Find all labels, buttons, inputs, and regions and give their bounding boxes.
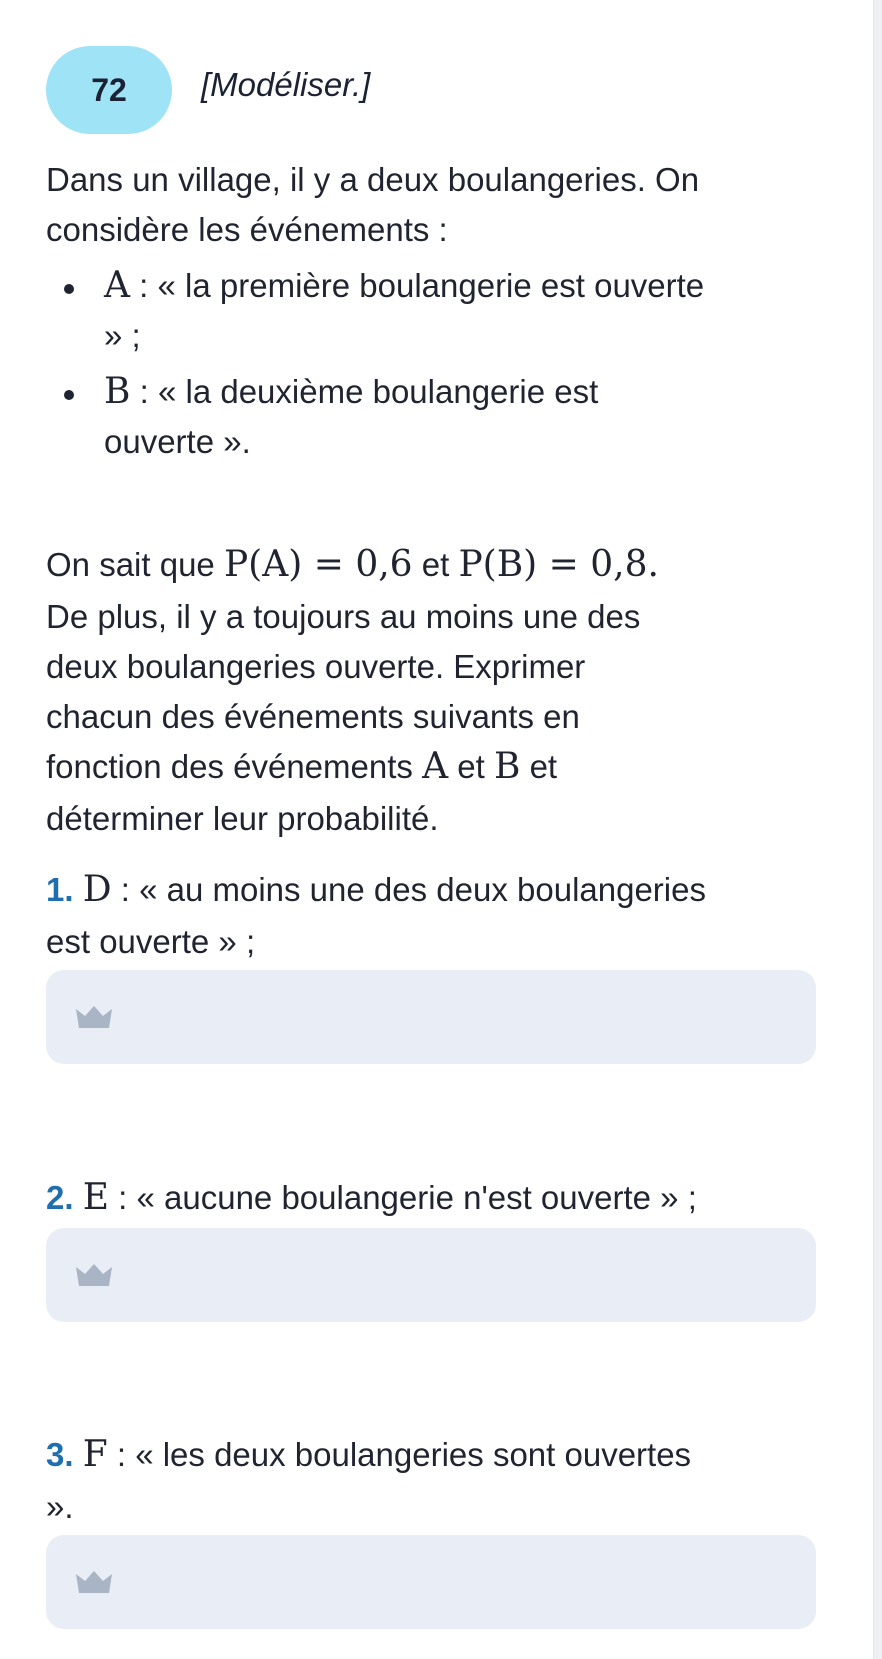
line5-a: A (422, 746, 449, 787)
line5-post: et (520, 748, 558, 785)
event-a-text: : « la première boulangerie est ouverte (130, 267, 705, 304)
question-1-letter: D (82, 869, 112, 910)
question-3-number: 3. (46, 1436, 74, 1473)
prob-a: P(A) = 0,6 (223, 544, 413, 585)
bullet-icon (64, 390, 74, 400)
event-b (104, 367, 824, 417)
statement-line-2: De plus, il y a toujours au moins une des (46, 598, 641, 635)
exercise-header (46, 46, 546, 134)
question-1 (46, 865, 826, 915)
crown-icon (76, 1571, 112, 1593)
prob-b: P(B) = 0,8. (458, 544, 659, 585)
event-b-letter: B (104, 371, 131, 412)
question-2-text: : « aucune boulangerie n'est ouverte » ; (108, 1179, 697, 1216)
intro-line-1: Dans un village, il y a deux boulangeries. On (46, 161, 700, 198)
event-b-text: : « la deuxième boulangerie est (130, 373, 599, 410)
exercise-number-badge: 72 (46, 46, 172, 134)
statement-line-1 (46, 540, 826, 590)
question-2-letter: E (82, 1177, 109, 1218)
line5-mid: et (448, 748, 494, 785)
question-3-cont: ». (46, 1488, 74, 1525)
question-1-cont: est ouverte » ; (46, 923, 256, 960)
question-1-text: : « au moins une des deux boulangeries (111, 871, 706, 908)
line5-pre: fonction des événements (46, 748, 423, 785)
event-a (104, 261, 824, 311)
statement-line-3: deux boulangeries ouverte. Exprimer (46, 648, 586, 685)
line5-b: B (493, 746, 521, 787)
event-b-cont: ouverte ». (104, 423, 251, 460)
bullet-icon (64, 284, 74, 294)
question-2 (46, 1173, 826, 1223)
intro-line-2: considère les événements : (46, 211, 448, 248)
statement-line-4: chacun des événements suivants en (46, 698, 580, 735)
question-1-number: 1. (46, 871, 74, 908)
statement-line-5 (46, 742, 826, 792)
crown-icon (76, 1264, 112, 1286)
answer-box-3[interactable] (46, 1535, 816, 1629)
event-a-letter: A (104, 265, 130, 306)
statement-line-6: déterminer leur probabilité. (46, 800, 439, 837)
event-a-cont: » ; (104, 317, 141, 354)
question-3 (46, 1430, 826, 1480)
crown-icon (76, 1006, 112, 1028)
statement-mid: et (412, 546, 459, 583)
question-3-text: : « les deux boulangeries sont ouvertes (107, 1436, 692, 1473)
scrollbar-edge[interactable] (873, 0, 882, 1659)
answer-box-2[interactable] (46, 1228, 816, 1322)
exercise-skill-tag: [Modéliser.] (201, 66, 371, 103)
statement-pre: On sait que (46, 546, 224, 583)
answer-box-1[interactable] (46, 970, 816, 1064)
question-2-number: 2. (46, 1179, 74, 1216)
question-3-letter: F (82, 1434, 108, 1475)
